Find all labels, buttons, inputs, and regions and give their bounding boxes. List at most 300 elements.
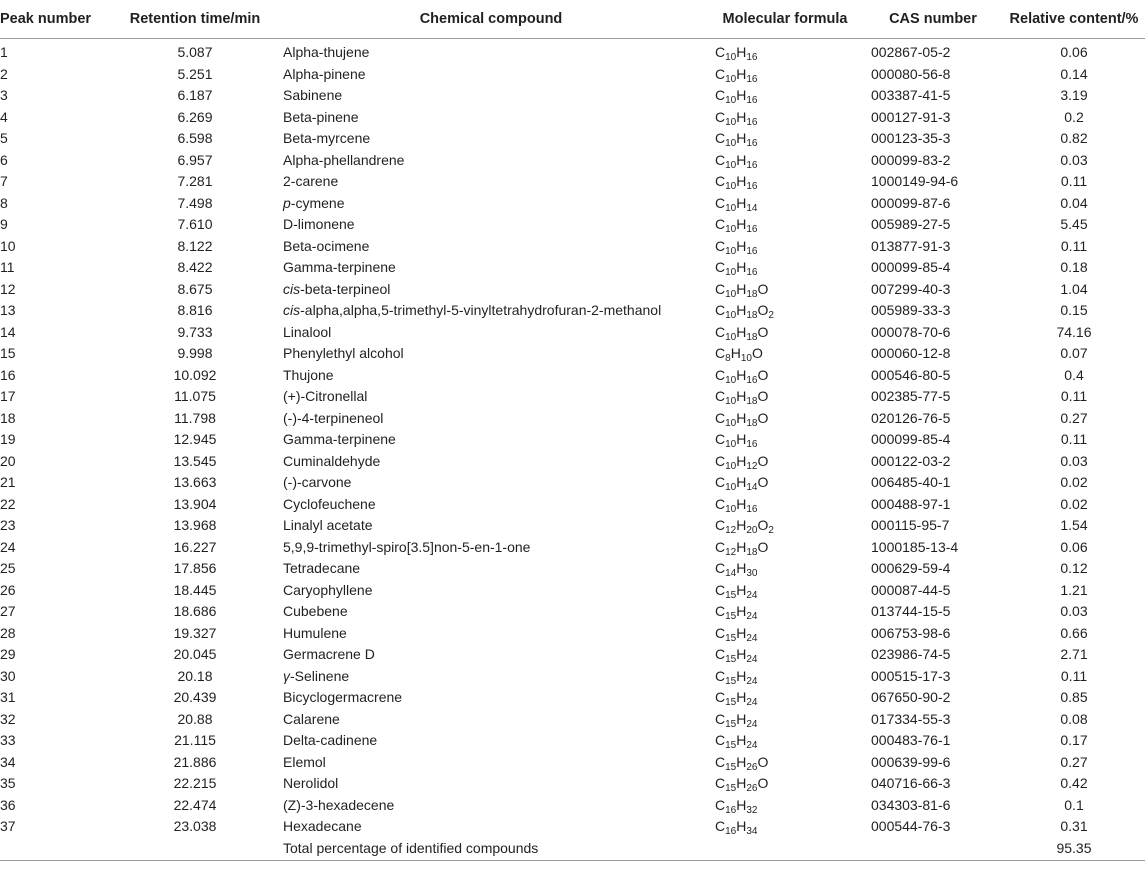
formula-count: 12 [725,546,737,558]
peak-number-cell: 2 [0,65,8,82]
cas-number-cell: 000099-87-6 [871,194,951,211]
formula-element: H [736,603,747,619]
peak-number-cell: 18 [0,409,16,426]
table-row [0,472,1145,494]
formula-count: 10 [725,460,737,472]
peak-number-cell: 6 [0,151,8,168]
formula-element: C [715,538,726,555]
formula-element: H [736,667,747,684]
formula-count: 16 [725,826,737,837]
formula-count: 16 [746,95,758,106]
relative-content-cell: 0.08 [1060,710,1088,727]
table-row [0,580,1145,602]
relative-content-cell: 0.82 [1060,130,1088,146]
formula-cell [707,171,863,193]
formula-cell [707,816,863,838]
formula-element: H [736,753,747,770]
retention-time-cell: 8.675 [177,280,213,297]
peak-number-cell: 13 [0,302,16,318]
formula-element: H [736,65,747,82]
formula-element: C [715,624,726,641]
formula-element: H [736,732,747,748]
formula-count: 16 [746,159,758,171]
compound-name: Phenylethyl alcohol [283,345,404,361]
relative-content-cell: 0.1 [1064,796,1084,813]
compound-cell [275,322,707,344]
header-chemical-compound: Chemical compound [275,0,707,39]
relative-content-cell: 0.27 [1060,409,1088,426]
retention-time-cell: 13.904 [173,495,217,512]
formula-element: O [757,323,769,340]
compound-cell [275,451,707,473]
formula-element: H [736,323,747,340]
retention-time-cell: 22.215 [173,775,217,791]
formula-element: C [715,237,726,254]
compound-cell [275,795,707,817]
retention-time-cell: 19.327 [173,624,217,641]
table-row [0,795,1145,817]
formula-count: 10 [725,374,737,386]
formula-element: C [715,560,726,576]
compound-name: Delta-cadinene [283,732,378,748]
formula-cell [707,752,863,774]
compound-cell [275,408,707,430]
relative-content-cell: 0.15 [1060,302,1088,318]
formula-count: 15 [725,740,737,751]
peak-number-cell: 19 [0,431,16,447]
formula-element: H [736,710,747,727]
formula-count: 16 [725,804,737,816]
retention-time-cell: 20.88 [177,710,213,727]
relative-content-cell: 1.54 [1060,517,1088,533]
retention-time-cell: 8.816 [177,302,213,318]
relative-content-cell: 0.11 [1060,237,1088,254]
peak-number-cell: 5 [0,130,8,146]
formula-count: 10 [725,245,737,257]
formula-cell [707,300,863,322]
retention-time-cell: 16.227 [173,538,217,555]
peak-number-cell: 35 [0,775,16,791]
formula-cell [707,494,863,516]
relative-content-cell: 0.14 [1060,65,1088,82]
formula-count: 10 [725,52,737,63]
formula-element: H [736,452,747,469]
formula-count: 10 [725,267,737,278]
formula-cell [707,687,863,709]
formula-count: 10 [740,353,752,364]
cas-number-cell: 000123-35-3 [871,130,951,146]
formula-count: 16 [746,116,758,128]
table-row [0,537,1145,559]
formula-cell [707,107,863,129]
formula-cell [707,644,863,666]
table-row [0,128,1145,150]
formula-element: H [736,538,747,555]
formula-count: 18 [746,396,758,407]
formula-element: C [715,108,726,125]
peak-number-cell: 11 [0,259,15,275]
formula-count: 16 [746,52,758,63]
formula-element: C [715,495,726,512]
formula-count: 2 [768,310,774,321]
formula-element: O [757,517,769,533]
peak-number-cell: 8 [0,194,8,211]
peak-number-cell: 25 [0,560,16,576]
formula-count: 10 [725,417,737,429]
compound-cell [275,300,707,322]
formula-element: H [736,431,747,447]
table-row [0,300,1145,322]
compound-name: (-)-4-terpineneol [283,409,384,426]
table-row [0,730,1145,752]
formula-count: 14 [746,482,758,493]
compound-prefix: γ [283,667,290,684]
formula-cell [707,515,863,537]
retention-time-cell: 7.281 [177,173,213,189]
compound-name: -beta-terpineol [300,280,391,297]
formula-element: C [715,44,726,60]
table-row [0,343,1145,365]
formula-element: C [715,259,726,275]
cas-number-cell: 000127-91-3 [871,108,951,125]
peak-number-cell: 20 [0,452,16,469]
formula-count: 24 [746,718,758,730]
retention-time-cell: 18.686 [173,603,217,619]
peak-number-cell: 9 [0,216,8,232]
formula-element: C [715,345,726,361]
compound-cell [275,107,707,129]
formula-count: 10 [725,159,737,171]
cas-number-cell: 006485-40-1 [871,474,951,490]
formula-element: C [715,130,726,146]
compound-prefix: p [283,194,291,211]
formula-count: 24 [746,740,758,751]
formula-element: H [736,237,747,254]
cas-number-cell: 003387-41-5 [871,87,951,103]
formula-element: C [715,151,726,168]
table-row [0,429,1145,451]
peak-number-cell: 33 [0,732,16,748]
compound-name: Gamma-terpinene [283,259,396,275]
compound-cell [275,85,707,107]
compound-name: Cuminaldehyde [283,452,381,469]
cas-number-cell: 000515-17-3 [871,667,951,684]
compound-name: 2-carene [283,173,339,189]
formula-element: H [736,87,747,103]
relative-content-cell: 0.11 [1060,431,1088,447]
retention-time-cell: 9.998 [177,345,213,361]
formula-element: C [715,581,726,598]
formula-count: 10 [725,288,737,300]
compound-cell [275,494,707,516]
compound-name: Humulene [283,624,347,641]
compound-cell [275,64,707,86]
formula-cell [707,666,863,688]
header-cas-number: CAS number [863,0,1003,39]
formula-count: 10 [725,202,737,214]
formula-element: C [715,517,726,533]
retention-time-cell: 13.545 [173,452,217,469]
formula-count: 15 [725,783,737,794]
compound-cell [275,236,707,258]
formula-cell [707,580,863,602]
relative-content-cell: 0.07 [1060,345,1088,361]
retention-time-cell: 22.474 [173,796,217,813]
formula-cell [707,128,863,150]
formula-element: H [736,818,747,834]
formula-count: 10 [725,73,737,85]
compound-cell [275,816,707,838]
table-row [0,515,1145,537]
cas-number-cell: 000078-70-6 [871,323,951,340]
formula-element: H [736,646,747,662]
cas-number-cell: 067650-90-2 [871,689,951,705]
retention-time-cell: 11.798 [174,409,216,426]
cas-number-cell: 002385-77-5 [871,388,951,404]
cas-number-cell: 000115-95-7 [871,517,950,533]
table-row [0,752,1145,774]
formula-element: H [736,624,747,641]
formula-element: H [736,775,747,791]
compound-name: Tetradecane [283,560,361,576]
relative-content-cell: 0.03 [1060,151,1088,168]
formula-element: H [736,517,747,533]
table-row [0,39,1145,64]
compound-cell [275,773,707,795]
formula-count: 16 [746,245,758,257]
retention-time-cell: 13.968 [173,517,217,533]
retention-time-cell: 5.087 [177,44,213,60]
formula-count: 16 [746,503,758,515]
formula-count: 34 [746,826,758,837]
retention-time-cell: 11.075 [174,388,216,404]
compound-name: Caryophyllene [283,581,373,598]
relative-content-cell: 1.21 [1060,581,1088,598]
table-row [0,279,1145,301]
formula-cell [707,322,863,344]
table-row [0,386,1145,408]
relative-content-cell: 0.31 [1060,818,1088,834]
compound-name: Nerolidol [283,775,339,791]
formula-element: C [715,194,726,211]
header-molecular-formula: Molecular formula [707,0,863,39]
compound-cell [275,171,707,193]
formula-cell [707,709,863,731]
peak-number-cell: 22 [0,495,16,512]
relative-content-cell: 0.85 [1060,689,1088,705]
formula-element: H [736,388,747,404]
formula-element: O [757,302,769,318]
formula-count: 16 [746,224,758,235]
table-row [0,85,1145,107]
formula-element: O [757,280,769,297]
cas-number-cell: 040716-66-3 [871,775,951,791]
header-row [0,0,1145,39]
cas-number-cell: 006753-98-6 [871,624,951,641]
retention-time-cell: 6.598 [177,130,213,146]
table-row [0,64,1145,86]
formula-count: 10 [725,439,737,450]
compound-name: Beta-ocimene [283,237,370,254]
formula-cell [707,365,863,387]
compound-cell [275,39,707,64]
retention-time-cell: 13.663 [173,474,217,490]
compound-name: Germacrene D [283,646,375,662]
cas-number-cell: 005989-33-3 [871,302,951,318]
retention-time-cell: 6.957 [177,151,213,168]
relative-content-cell: 5.45 [1060,216,1088,232]
formula-element: C [715,173,726,189]
compound-name: Alpha-phellandrene [283,151,405,168]
total-row [0,838,1145,861]
formula-element: C [715,818,726,834]
formula-count: 10 [725,331,737,343]
compound-name: Cubebene [283,603,348,619]
formula-count: 10 [725,503,737,515]
peak-number-cell: 28 [0,624,16,641]
relative-content-cell: 0.03 [1060,452,1088,469]
formula-element: C [715,646,726,662]
relative-content-cell: 0.02 [1060,474,1088,490]
peak-number-cell: 27 [0,603,16,619]
header-peak-number: Peak number [0,0,115,39]
formula-count: 18 [746,417,758,429]
formula-cell [707,343,863,365]
formula-count: 24 [746,589,758,601]
formula-element: O [757,753,769,770]
compound-prefix: cis [283,302,301,318]
formula-element: C [715,280,726,297]
formula-count: 15 [725,697,737,708]
formula-element: C [715,732,726,748]
compound-name: Calarene [283,710,340,727]
cas-number-cell: 000099-85-4 [871,259,951,275]
compound-cell [275,558,707,580]
relative-content-cell: 0.2 [1064,108,1084,125]
formula-count: 10 [725,396,737,407]
formula-count: 15 [725,718,737,730]
formula-cell [707,257,863,279]
cas-number-cell: 000483-76-1 [871,732,951,748]
formula-element: O [757,775,769,791]
formula-count: 24 [746,611,758,622]
compound-cell [275,279,707,301]
retention-time-cell: 6.269 [177,108,213,125]
retention-time-cell: 20.439 [173,689,217,705]
compound-name: -Selinene [290,667,350,684]
cas-number-cell: 000488-97-1 [871,495,951,512]
peak-number-cell: 12 [0,280,16,297]
formula-cell [707,236,863,258]
retention-time-cell: 20.18 [177,667,213,684]
cas-number-cell: 000099-85-4 [871,431,951,447]
formula-cell [707,279,863,301]
formula-count: 10 [725,482,737,493]
formula-count: 16 [746,439,758,450]
compound-cell [275,601,707,623]
formula-cell [707,773,863,795]
cas-number-cell: 000639-99-6 [871,753,951,770]
formula-count: 18 [746,288,758,300]
compound-name: Linalyl acetate [283,517,373,533]
cas-number-cell: 000544-76-3 [871,818,951,834]
compound-name: -alpha,alpha,5-trimethyl-5-vinyltetrahydrofuran-2-methanol [300,302,662,318]
formula-element: H [736,280,747,297]
formula-count: 10 [725,95,737,106]
table-row [0,451,1145,473]
retention-time-cell: 21.886 [173,753,217,770]
formula-element: H [736,216,747,232]
compound-cell [275,580,707,602]
table-row [0,666,1145,688]
formula-element: O [757,388,769,404]
cas-number-cell: 002867-05-2 [871,44,951,60]
formula-element: C [715,431,726,447]
formula-element: H [736,151,747,168]
cas-number-cell: 017334-55-3 [871,710,951,727]
peak-number-cell: 30 [0,667,16,684]
compound-cell [275,752,707,774]
compound-name: Gamma-terpinene [283,431,396,447]
relative-content-cell: 0.4 [1064,366,1084,383]
compound-cell [275,429,707,451]
compound-cell [275,687,707,709]
formula-element: H [736,173,747,189]
compound-name: Alpha-pinene [283,65,366,82]
relative-content-cell: 0.11 [1060,173,1088,189]
compound-cell [275,386,707,408]
relative-content-cell: 0.04 [1060,194,1088,211]
formula-count: 18 [746,310,758,321]
formula-count: 24 [746,675,758,687]
formula-cell [707,193,863,215]
cas-number-cell: 000080-56-8 [871,65,951,82]
compound-name: Hexadecane [283,818,362,834]
table-row [0,257,1145,279]
formula-element: H [736,495,747,512]
formula-count: 16 [746,374,758,386]
retention-time-cell: 8.122 [177,237,213,254]
formula-element: H [736,194,747,211]
formula-cell [707,537,863,559]
compound-cell [275,537,707,559]
retention-time-cell: 7.498 [177,194,213,211]
formula-count: 24 [746,632,758,644]
relative-content-cell: 0.11 [1060,388,1088,404]
peak-number-cell: 34 [0,753,16,770]
peak-number-cell: 14 [0,323,16,340]
formula-count: 32 [746,804,758,816]
table-row [0,365,1145,387]
relative-content-cell: 0.66 [1060,624,1088,641]
formula-element: O [757,409,769,426]
cas-number-cell: 000087-44-5 [871,581,951,598]
cas-number-cell: 000099-83-2 [871,151,951,168]
cas-number-cell: 1000185-13-4 [871,538,959,555]
formula-element: C [715,775,726,791]
peak-number-cell: 36 [0,796,16,813]
formula-count: 10 [725,310,737,321]
table-row [0,601,1145,623]
compound-name: Elemol [283,753,326,770]
table-row [0,107,1145,129]
peak-number-cell: 16 [0,366,16,383]
formula-cell [707,214,863,236]
relative-content-cell: 0.18 [1060,259,1088,275]
relative-content-cell: 74.16 [1056,323,1092,340]
relative-content-cell: 0.03 [1060,603,1088,619]
cas-number-cell: 013877-91-3 [871,237,951,254]
